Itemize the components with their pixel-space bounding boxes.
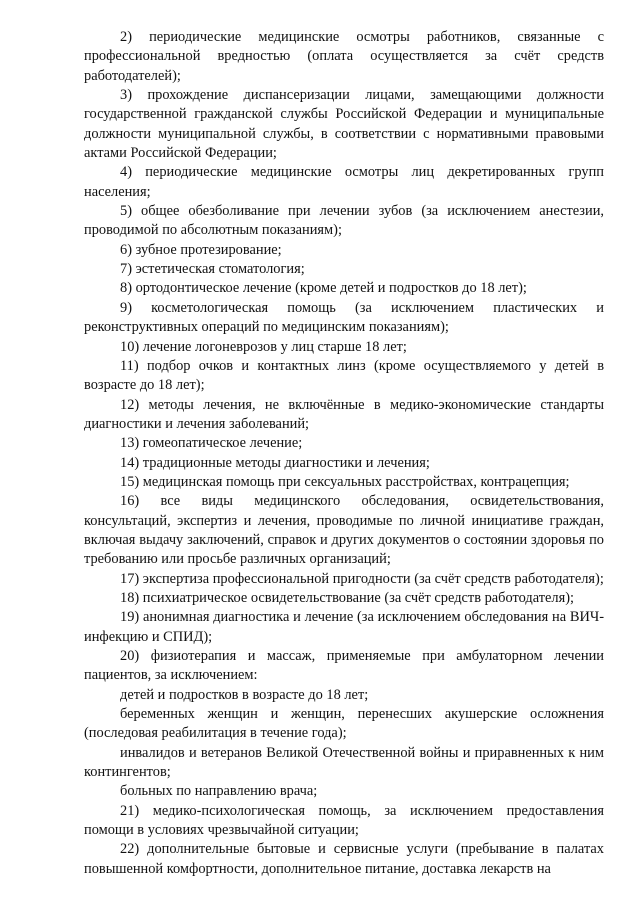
sub-item-doctor-referral: больных по направлению врача; bbox=[120, 783, 318, 800]
list-item-15-sexual-disorders: 15) медицинская помощь при сексуальных расстройствах, контрацепция; bbox=[120, 473, 570, 490]
list-item-7-aesthetic-dentistry: 7) эстетическая стоматология; bbox=[120, 261, 305, 278]
list-item-16-personal-initiative-exams: 16) все виды медицинского обследования, освидетельствования, консультаций, экспертиз и лечения, проводимые по личной инициативе граждан, включая выдачу заключений, справок и других документов о состоянии здоровья по требованию или просьбе различных организаций; bbox=[84, 493, 604, 568]
list-item-14-traditional-methods: 14) традиционные методы диагностики и лечения; bbox=[120, 454, 430, 471]
list-item-19-anonymous-diagnostics: 19) анонимная диагностика и лечение (за исключением обследования на ВИЧ-инфекцию и СПИД); bbox=[84, 609, 604, 645]
list-item-3-civil-service-screening: 3) прохождение диспансеризации лицами, замещающими должности государственной гражданской службы Российской Федерации и муниципальные должности муниципальной службы, в соответствии с нормативными правовыми актами Российской Федерации; bbox=[84, 87, 604, 162]
list-item-8-orthodontics: 8) ортодонтическое лечение (кроме детей и подростков до 18 лет); bbox=[120, 280, 527, 297]
sub-item-children: детей и подростков в возрасте до 18 лет; bbox=[120, 686, 369, 703]
sub-item-pregnant-women: беременных женщин и женщин, перенесших акушерские осложнения (последовая реабилитация в течение года); bbox=[84, 706, 604, 742]
list-item-18-psychiatric-exam: 18) психиатрическое освидетельствование (за счёт средств работодателя); bbox=[120, 589, 574, 606]
document-page bbox=[84, 28, 604, 879]
list-item-17-professional-fitness: 17) экспертиза профессиональной пригодности (за счёт средств работодателя); bbox=[120, 570, 604, 587]
list-item-9-cosmetology: 9) косметологическая помощь (за исключением пластических и реконструктивных операций по медицинским показаниям); bbox=[84, 299, 604, 336]
list-item-2-periodic-checkups: 2) периодические медицинские осмотры работников, связанные с профессиональной вредностью (оплата осуществляется за счёт средств работодателей); bbox=[84, 29, 604, 84]
list-item-4-decreed-groups-checkups: 4) периодические медицинские осмотры лиц декретированных групп населения; bbox=[84, 164, 604, 200]
list-item-5-dental-anesthesia: 5) общее обезболивание при лечении зубов (за исключением анестезии, проводимой по абсолютным показаниям); bbox=[84, 203, 604, 239]
list-item-11-glasses-lenses: 11) подбор очков и контактных линз (кроме осуществляемого у детей в возрасте до 18 лет); bbox=[84, 357, 604, 394]
list-item-10-logoneurosis: 10) лечение логоневрозов у лиц старше 18 лет; bbox=[120, 338, 407, 355]
list-item-22-additional-services: 22) дополнительные бытовые и сервисные услуги (пребывание в палатах повышенной комфортности, дополнительное питание, доставка лекарств на bbox=[84, 841, 604, 877]
list-item-6-dental-prosthetics: 6) зубное протезирование; bbox=[120, 241, 282, 258]
list-item-21-psychological-help: 21) медико-психологическая помощь, за исключением предоставления помощи в условиях чрезвычайной ситуации; bbox=[84, 802, 604, 839]
list-item-12-nonstandard-methods: 12) методы лечения, не включённые в медико-экономические стандарты диагностики и лечения заболеваний; bbox=[84, 396, 604, 432]
list-item-20-physiotherapy-massage: 20) физиотерапия и массаж, применяемые при амбулаторном лечении пациентов, за исключением: bbox=[84, 648, 604, 684]
list-item-13-homeopathy: 13) гомеопатическое лечение; bbox=[120, 435, 303, 452]
sub-item-veterans: инвалидов и ветеранов Великой Отечественной войны и приравненных к ним контингентов; bbox=[84, 744, 604, 781]
